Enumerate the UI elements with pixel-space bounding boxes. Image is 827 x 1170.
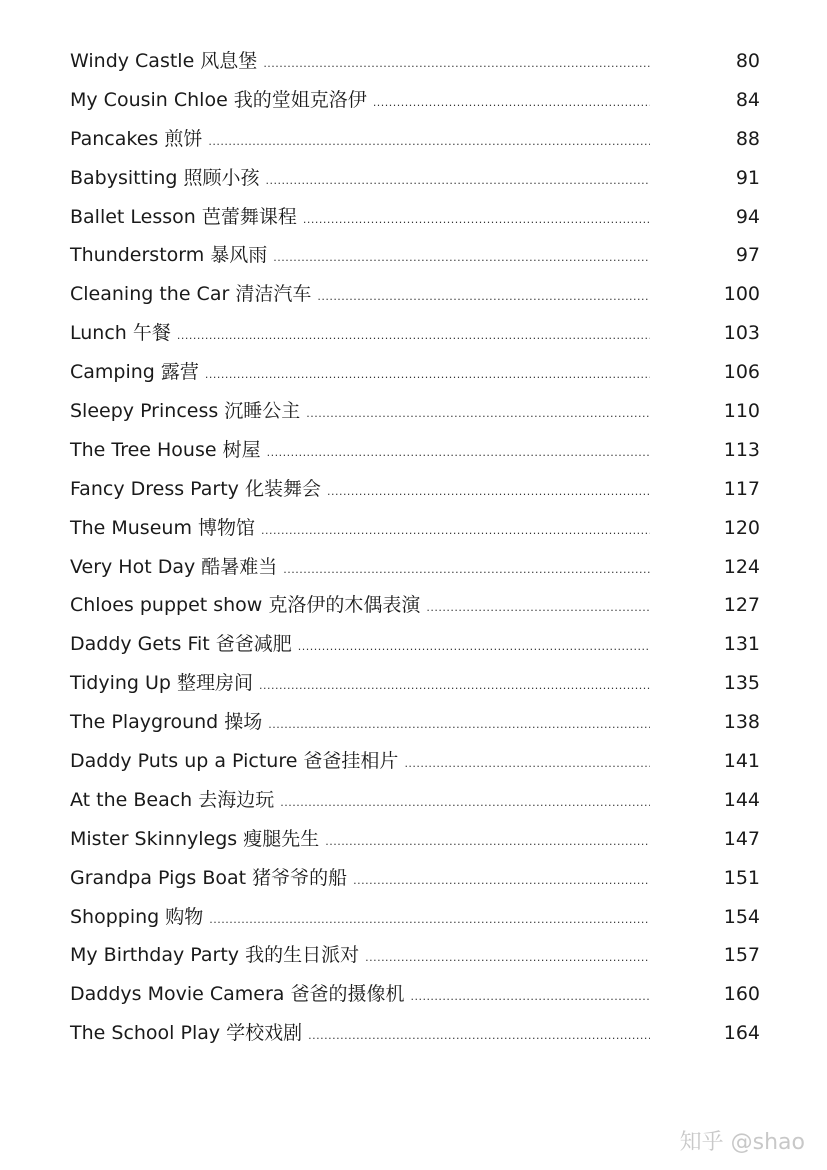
toc-entry-page: 151: [723, 866, 760, 889]
toc-entry[interactable]: [70, 898, 760, 937]
dot-leader: [265, 162, 650, 201]
dot-leader: [317, 278, 650, 317]
dot-leader: [283, 551, 650, 590]
toc-entry[interactable]: [70, 42, 760, 81]
dot-leader: [259, 667, 650, 706]
toc-entry-page: 135: [723, 672, 760, 695]
dot-leader: [327, 473, 650, 512]
toc-entry-page: 94: [735, 205, 760, 228]
toc-entry-title: The Museum 博物馆: [70, 516, 255, 539]
toc-entry[interactable]: [70, 392, 760, 431]
toc-entry-page: 164: [723, 1022, 760, 1045]
toc-entry-title: Pancakes 煎饼: [70, 127, 203, 150]
toc-entry[interactable]: [70, 1014, 760, 1053]
toc-entry-title: Babysitting 照顾小孩: [70, 166, 260, 189]
dot-leader: [261, 512, 650, 551]
toc-entry[interactable]: [70, 975, 760, 1014]
toc-entry[interactable]: [70, 548, 760, 587]
dot-leader: [208, 123, 650, 162]
toc-entry-page: 97: [735, 244, 760, 267]
toc-entry-page: 84: [735, 88, 760, 111]
toc-entry-page: 144: [723, 788, 760, 811]
table-of-contents: [70, 42, 760, 1053]
toc-entry-title: Windy Castle 风息堡: [70, 50, 258, 72]
toc-entry[interactable]: [70, 275, 760, 314]
toc-entry-title: Tidying Up 整理房间: [70, 672, 254, 695]
toc-entry[interactable]: [70, 431, 760, 470]
toc-entry-title: Daddys Movie Camera 爸爸的摄像机: [70, 983, 405, 1006]
toc-entry-title: Sleepy Princess 沉睡公主: [70, 400, 301, 423]
toc-entry-title: Camping 露营: [70, 361, 199, 384]
toc-entry[interactable]: [70, 198, 760, 237]
toc-entry-page: 154: [723, 905, 760, 928]
toc-entry-page: 127: [723, 594, 760, 617]
toc-entry[interactable]: [70, 781, 760, 820]
toc-entry[interactable]: [70, 509, 760, 548]
toc-entry-title: Grandpa Pigs Boat 猪爷爷的船: [70, 866, 348, 889]
toc-entry[interactable]: [70, 159, 760, 198]
toc-entry[interactable]: [70, 586, 760, 625]
toc-entry-title: My Birthday Party 我的生日派对: [70, 944, 360, 967]
toc-entry-title: The Playground 操场: [70, 711, 263, 734]
dot-leader: [353, 862, 650, 901]
toc-entry[interactable]: [70, 353, 760, 392]
toc-entry-title: Daddy Gets Fit 爸爸减肥: [70, 633, 292, 656]
toc-entry[interactable]: [70, 470, 760, 509]
toc-entry-title: Ballet Lesson 芭蕾舞课程: [70, 205, 297, 228]
toc-entry-title: Fancy Dress Party 化装舞会: [70, 477, 321, 500]
toc-entry-title: The Tree House 树屋: [70, 438, 261, 461]
dot-leader: [263, 45, 650, 84]
toc-entry-title: At the Beach 去海边玩: [70, 788, 275, 811]
toc-entry[interactable]: [70, 120, 760, 159]
toc-entry-title: My Cousin Chloe 我的堂姐克洛伊: [70, 88, 367, 111]
toc-entry[interactable]: [70, 81, 760, 120]
dot-leader: [325, 823, 650, 862]
dot-leader: [209, 901, 650, 940]
toc-entry[interactable]: [70, 859, 760, 898]
dot-leader: [404, 745, 650, 784]
dot-leader: [303, 201, 650, 240]
toc-entry-page: 110: [723, 400, 760, 423]
toc-entry-page: 100: [723, 283, 760, 306]
dot-leader: [268, 706, 650, 745]
toc-entry-page: 157: [723, 944, 760, 967]
dot-leader: [280, 784, 650, 823]
toc-entry-title: Daddy Puts up a Picture 爸爸挂相片: [70, 750, 399, 773]
toc-entry-title: The School Play 学校戏剧: [70, 1022, 303, 1045]
toc-entry-page: 147: [723, 827, 760, 850]
toc-entry-page: 103: [723, 322, 760, 345]
dot-leader: [273, 239, 650, 278]
toc-entry-title: Thunderstorm 暴风雨: [70, 244, 268, 267]
toc-entry-title: Mister Skinnylegs 瘦腿先生: [70, 827, 320, 850]
dot-leader: [267, 434, 650, 473]
toc-entry[interactable]: [70, 820, 760, 859]
toc-entry[interactable]: [70, 936, 760, 975]
toc-entry-page: 88: [735, 127, 760, 150]
dot-leader: [308, 1017, 650, 1056]
dot-leader: [306, 395, 650, 434]
toc-entry[interactable]: [70, 625, 760, 664]
toc-entry-page: 160: [723, 983, 760, 1006]
toc-entry-page: 124: [723, 555, 760, 578]
toc-entry-title: Very Hot Day 酷暑难当: [70, 555, 278, 578]
dot-leader: [205, 356, 650, 395]
toc-entry-page: 91: [735, 166, 760, 189]
toc-entry-page: 138: [723, 711, 760, 734]
dot-leader: [373, 84, 650, 123]
toc-entry[interactable]: [70, 314, 760, 353]
toc-entry-page: 80: [735, 50, 760, 72]
toc-entry-page: 113: [723, 438, 760, 461]
toc-entry[interactable]: [70, 703, 760, 742]
dot-leader: [426, 589, 650, 628]
dot-leader: [365, 939, 650, 978]
dot-leader: [410, 978, 650, 1017]
toc-entry-title: Cleaning the Car 清洁汽车: [70, 283, 312, 306]
toc-entry-page: 106: [723, 361, 760, 384]
toc-entry-page: 120: [723, 516, 760, 539]
toc-entry[interactable]: [70, 236, 760, 275]
toc-entry-page: 141: [723, 750, 760, 773]
dot-leader: [177, 317, 650, 356]
watermark: 知乎 @shao: [679, 1130, 805, 1155]
toc-entry-page: 117: [723, 477, 760, 500]
toc-entry-title: Shopping 购物: [70, 905, 204, 928]
toc-entry[interactable]: [70, 664, 760, 703]
toc-entry-title: Chloes puppet show 克洛伊的木偶表演: [70, 594, 421, 617]
toc-entry-title: Lunch 午餐: [70, 322, 171, 345]
toc-entry[interactable]: [70, 742, 760, 781]
toc-entry-page: 131: [723, 633, 760, 656]
dot-leader: [298, 628, 650, 667]
